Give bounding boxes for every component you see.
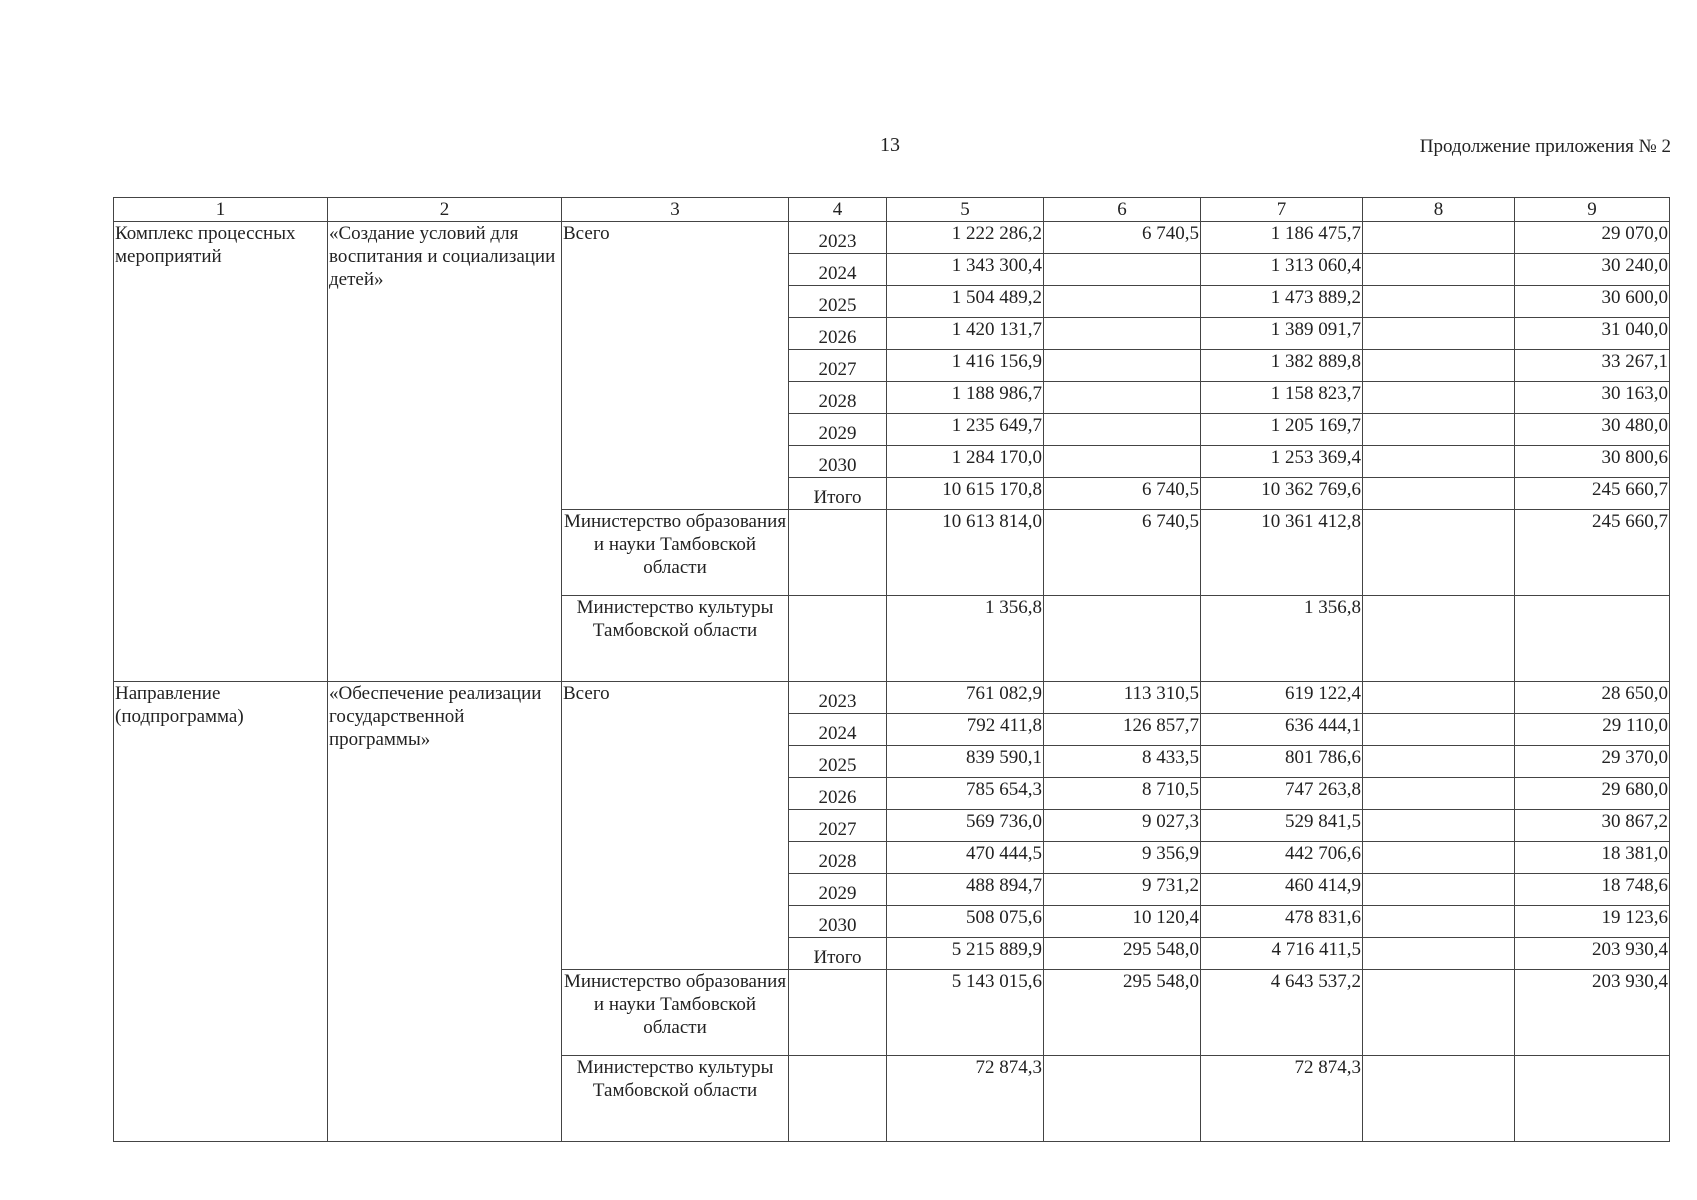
amount-cell (1363, 714, 1515, 746)
amount-cell: 4 716 411,5 (1201, 938, 1363, 970)
amount-cell (1363, 842, 1515, 874)
year-cell: 2030 (789, 906, 887, 938)
amount-cell (1044, 596, 1201, 682)
amount-cell: 29 110,0 (1515, 714, 1670, 746)
year-cell: 2028 (789, 842, 887, 874)
amount-cell: 295 548,0 (1044, 970, 1201, 1056)
amount-cell: 10 613 814,0 (887, 510, 1044, 596)
amount-cell: 9 356,9 (1044, 842, 1201, 874)
amount-cell: 529 841,5 (1201, 810, 1363, 842)
year-cell: 2026 (789, 778, 887, 810)
amount-cell: 1 222 286,2 (887, 222, 1044, 254)
amount-cell (1363, 778, 1515, 810)
amount-cell: 1 158 823,7 (1201, 382, 1363, 414)
year-cell: Итого (789, 938, 887, 970)
amount-cell: 839 590,1 (887, 746, 1044, 778)
amount-cell: 29 070,0 (1515, 222, 1670, 254)
amount-cell: 1 416 156,9 (887, 350, 1044, 382)
amount-cell (1363, 906, 1515, 938)
ministry-name-cell: Министерство образования и науки Тамбовской области (562, 970, 789, 1056)
amount-cell: 203 930,4 (1515, 938, 1670, 970)
amount-cell (1044, 350, 1201, 382)
table-row (114, 222, 1670, 254)
amount-cell: 30 163,0 (1515, 382, 1670, 414)
amount-cell (1044, 1056, 1201, 1142)
year-cell: 2023 (789, 222, 887, 254)
amount-cell: 29 370,0 (1515, 746, 1670, 778)
amount-cell: 1 473 889,2 (1201, 286, 1363, 318)
amount-cell: 1 382 889,8 (1201, 350, 1363, 382)
amount-cell: 1 186 475,7 (1201, 222, 1363, 254)
column-header-row (114, 198, 1670, 222)
amount-cell: 33 267,1 (1515, 350, 1670, 382)
page-number: 13 (880, 134, 900, 156)
column-header: 3 (562, 198, 789, 222)
amount-cell (1363, 874, 1515, 906)
total-label-cell: Всего (562, 222, 789, 510)
column-header: 7 (1201, 198, 1363, 222)
amount-cell: 488 894,7 (887, 874, 1044, 906)
amount-cell: 478 831,6 (1201, 906, 1363, 938)
amount-cell: 8 433,5 (1044, 746, 1201, 778)
amount-cell: 10 361 412,8 (1201, 510, 1363, 596)
amount-cell: 1 188 986,7 (887, 382, 1044, 414)
amount-cell (1363, 1056, 1515, 1142)
total-label-cell: Всего (562, 682, 789, 970)
amount-cell: 5 143 015,6 (887, 970, 1044, 1056)
table-row (114, 682, 1670, 714)
ministry-name-cell: Министерство культуры Тамбовской области (562, 1056, 789, 1142)
amount-cell (1363, 682, 1515, 714)
amount-cell: 295 548,0 (1044, 938, 1201, 970)
amount-cell: 636 444,1 (1201, 714, 1363, 746)
amount-cell: 5 215 889,9 (887, 938, 1044, 970)
year-cell: 2023 (789, 682, 887, 714)
amount-cell: 10 615 170,8 (887, 478, 1044, 510)
amount-cell: 72 874,3 (1201, 1056, 1363, 1142)
amount-cell: 30 800,6 (1515, 446, 1670, 478)
year-cell: 2026 (789, 318, 887, 350)
year-cell: 2029 (789, 414, 887, 446)
program-name-cell: «Обеспечение реализации государственной программы» (328, 682, 562, 1142)
amount-cell (1363, 318, 1515, 350)
amount-cell: 8 710,5 (1044, 778, 1201, 810)
amount-cell: 6 740,5 (1044, 510, 1201, 596)
amount-cell (1363, 222, 1515, 254)
amount-cell: 1 420 131,7 (887, 318, 1044, 350)
year-cell: 2028 (789, 382, 887, 414)
amount-cell (1044, 254, 1201, 286)
column-header: 8 (1363, 198, 1515, 222)
ministry-name-cell: Министерство образования и науки Тамбовской области (562, 510, 789, 596)
year-cell: 2025 (789, 286, 887, 318)
amount-cell: 569 736,0 (887, 810, 1044, 842)
amount-cell: 1 235 649,7 (887, 414, 1044, 446)
amount-cell: 470 444,5 (887, 842, 1044, 874)
amount-cell (1515, 596, 1670, 682)
amount-cell (1044, 414, 1201, 446)
amount-cell: 9 027,3 (1044, 810, 1201, 842)
year-cell: 2025 (789, 746, 887, 778)
amount-cell (1044, 318, 1201, 350)
column-header: 6 (1044, 198, 1201, 222)
amount-cell (1363, 414, 1515, 446)
amount-cell: 126 857,7 (1044, 714, 1201, 746)
amount-cell: 1 313 060,4 (1201, 254, 1363, 286)
amount-cell: 801 786,6 (1201, 746, 1363, 778)
amount-cell (1363, 382, 1515, 414)
amount-cell: 6 740,5 (1044, 222, 1201, 254)
amount-cell: 1 253 369,4 (1201, 446, 1363, 478)
amount-cell: 761 082,9 (887, 682, 1044, 714)
year-cell (789, 596, 887, 682)
year-cell: 2029 (789, 874, 887, 906)
amount-cell (1363, 746, 1515, 778)
year-cell: 2030 (789, 446, 887, 478)
amount-cell: 785 654,3 (887, 778, 1044, 810)
year-cell: 2024 (789, 714, 887, 746)
amount-cell: 460 414,9 (1201, 874, 1363, 906)
program-type-cell: Комплекс процессных мероприятий (114, 222, 328, 682)
amount-cell: 10 362 769,6 (1201, 478, 1363, 510)
amount-cell: 18 381,0 (1515, 842, 1670, 874)
appendix-note: Продолжение приложения № 2 (1419, 136, 1671, 157)
amount-cell: 30 600,0 (1515, 286, 1670, 318)
amount-cell (1515, 1056, 1670, 1142)
amount-cell: 28 650,0 (1515, 682, 1670, 714)
column-header: 9 (1515, 198, 1670, 222)
amount-cell: 747 263,8 (1201, 778, 1363, 810)
year-cell (789, 1056, 887, 1142)
amount-cell: 30 867,2 (1515, 810, 1670, 842)
amount-cell: 1 389 091,7 (1201, 318, 1363, 350)
amount-cell: 1 205 169,7 (1201, 414, 1363, 446)
amount-cell (1363, 970, 1515, 1056)
amount-cell (1363, 478, 1515, 510)
amount-cell: 4 643 537,2 (1201, 970, 1363, 1056)
amount-cell: 31 040,0 (1515, 318, 1670, 350)
program-name-cell: «Создание условий для воспитания и социализации детей» (328, 222, 562, 682)
amount-cell: 1 284 170,0 (887, 446, 1044, 478)
amount-cell (1044, 286, 1201, 318)
amount-cell: 245 660,7 (1515, 478, 1670, 510)
amount-cell: 30 480,0 (1515, 414, 1670, 446)
column-header: 5 (887, 198, 1044, 222)
amount-cell: 1 343 300,4 (887, 254, 1044, 286)
year-cell (789, 510, 887, 596)
amount-cell: 1 356,8 (1201, 596, 1363, 682)
amount-cell: 30 240,0 (1515, 254, 1670, 286)
amount-cell (1363, 350, 1515, 382)
column-header: 4 (789, 198, 887, 222)
year-cell: 2027 (789, 810, 887, 842)
amount-cell: 19 123,6 (1515, 906, 1670, 938)
amount-cell: 508 075,6 (887, 906, 1044, 938)
amount-cell (1363, 510, 1515, 596)
amount-cell (1363, 446, 1515, 478)
year-cell: 2027 (789, 350, 887, 382)
column-header: 2 (328, 198, 562, 222)
funding-table (113, 197, 1670, 1142)
column-header: 1 (114, 198, 328, 222)
amount-cell: 29 680,0 (1515, 778, 1670, 810)
amount-cell (1044, 382, 1201, 414)
ministry-name-cell: Министерство культуры Тамбовской области (562, 596, 789, 682)
amount-cell: 18 748,6 (1515, 874, 1670, 906)
year-cell (789, 970, 887, 1056)
amount-cell: 6 740,5 (1044, 478, 1201, 510)
amount-cell (1363, 254, 1515, 286)
amount-cell (1363, 810, 1515, 842)
amount-cell (1044, 446, 1201, 478)
amount-cell: 792 411,8 (887, 714, 1044, 746)
amount-cell (1363, 596, 1515, 682)
amount-cell: 113 310,5 (1044, 682, 1201, 714)
year-cell: 2024 (789, 254, 887, 286)
amount-cell: 1 356,8 (887, 596, 1044, 682)
amount-cell: 72 874,3 (887, 1056, 1044, 1142)
amount-cell: 9 731,2 (1044, 874, 1201, 906)
amount-cell: 1 504 489,2 (887, 286, 1044, 318)
year-cell: Итого (789, 478, 887, 510)
amount-cell (1363, 286, 1515, 318)
amount-cell: 10 120,4 (1044, 906, 1201, 938)
program-type-cell: Направление (подпрограмма) (114, 682, 328, 1142)
amount-cell: 203 930,4 (1515, 970, 1670, 1056)
amount-cell: 245 660,7 (1515, 510, 1670, 596)
amount-cell: 619 122,4 (1201, 682, 1363, 714)
amount-cell (1363, 938, 1515, 970)
amount-cell: 442 706,6 (1201, 842, 1363, 874)
